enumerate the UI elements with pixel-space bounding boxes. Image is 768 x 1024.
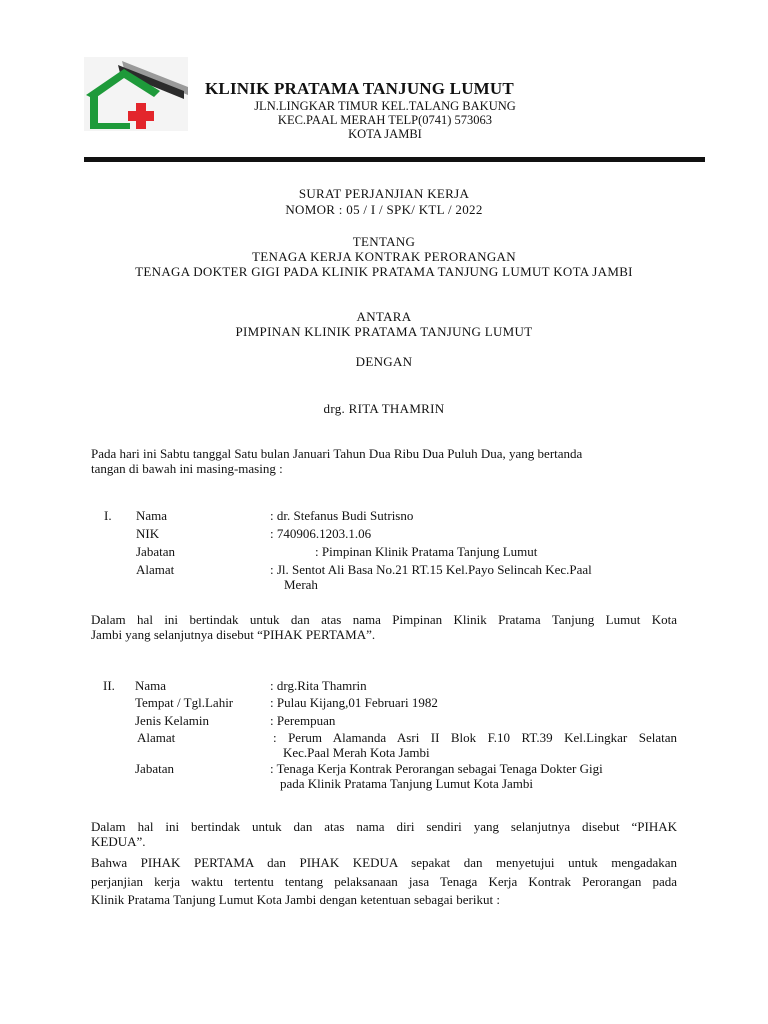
antara-heading: ANTARA xyxy=(356,309,412,324)
party-two-value-jabatan-cont: pada Klinik Pratama Tanjung Lumut Kota Jambi xyxy=(280,776,534,791)
address-line-2: KEC.PAAL MERAH TELP(0741) 573063 xyxy=(277,113,493,127)
agreement-line-3: Klinik Pratama Tanjung Lumut Kota Jambi dengan ketentuan sebagai berikut : xyxy=(91,892,500,907)
intro-line-2: tangan di bawah ini masing-masing : xyxy=(91,461,283,476)
clinic-logo-icon xyxy=(84,57,188,131)
party-one-value-nik: : 740906.1203.1.06 xyxy=(270,526,372,541)
party-two-statement-line-2: KEDUA”. xyxy=(91,834,146,849)
party-two-number: II. xyxy=(103,678,115,693)
tentang-heading: TENTANG xyxy=(352,234,416,249)
party-two-statement xyxy=(91,819,677,849)
party-two-value-ttl: : Pulau Kijang,01 Februari 1982 xyxy=(270,695,438,710)
party-one-statement-line-1: Dalam hal ini bertindak untuk dan atas nama Pimpinan Klinik Pratama Tanjung Lumut Kota xyxy=(91,612,677,627)
document-number: NOMOR : 05 / I / SPK/ KTL / 2022 xyxy=(285,202,483,217)
first-party-heading: PIMPINAN KLINIK PRATAMA TANJUNG LUMUT xyxy=(235,324,533,339)
party-one-number: I. xyxy=(104,508,112,523)
party-one-statement-line-2: Jambi yang selanjutnya disebut “PIHAK PERTAMA”. xyxy=(91,627,376,642)
intro-line-1: Pada hari ini Sabtu tanggal Satu bulan Januari Tahun Dua Ribu Dua Puluh Dua, yang bertanda xyxy=(91,446,583,461)
address-line-1: JLN.LINGKAR TIMUR KEL.TALANG BAKUNG xyxy=(254,99,516,113)
intro-paragraph xyxy=(91,446,677,476)
party-one-label-nama: Nama xyxy=(136,508,168,523)
address-line-3: KOTA JAMBI xyxy=(348,127,422,141)
party-one-statement xyxy=(91,612,677,642)
party-two-label-gender: Jenis Kelamin xyxy=(135,713,210,728)
party-two-value-alamat-cont: Kec.Paal Merah Kota Jambi xyxy=(283,745,430,760)
party-two-label-alamat: Alamat xyxy=(137,730,176,745)
party-two-label-jabatan: Jabatan xyxy=(135,761,174,776)
party-two-statement-line-1: Dalam hal ini bertindak untuk dan atas nama diri sendiri yang selanjutnya disebut “PIHAK xyxy=(91,819,677,834)
agreement-line-1: Bahwa PIHAK PERTAMA dan PIHAK KEDUA sepakat dan menyetujui untuk mengadakan xyxy=(91,855,677,870)
party-two-label-nama: Nama xyxy=(135,678,167,693)
subject-line-1: TENAGA KERJA KONTRAK PERORANGAN xyxy=(252,249,516,264)
party-two-label-ttl: Tempat / Tgl.Lahir xyxy=(135,695,234,710)
subject-line-2: TENAGA DOKTER GIGI PADA KLINIK PRATAMA TANJUNG LUMUT KOTA JAMBI xyxy=(135,264,633,279)
agreement-paragraph xyxy=(91,854,677,910)
party-one-label-nik: NIK xyxy=(136,526,160,541)
document-title: SURAT PERJANJIAN KERJA xyxy=(298,186,470,201)
party-one-label-alamat: Alamat xyxy=(136,562,175,577)
party-two-value-gender: : Perempuan xyxy=(270,713,336,728)
header-divider xyxy=(84,157,705,162)
party-two-value-alamat: : Perum Alamanda Asri II Blok F.10 RT.39 Kel.Lingkar Selatan xyxy=(273,730,677,745)
party-one-label-jabatan: Jabatan xyxy=(136,544,175,559)
party-one-value-jabatan: : Pimpinan Klinik Pratama Tanjung Lumut xyxy=(315,544,538,559)
dengan-heading: DENGAN xyxy=(355,354,413,369)
party-one-value-alamat-cont: Merah xyxy=(284,577,318,592)
clinic-name: KLINIK PRATAMA TANJUNG LUMUT xyxy=(205,79,514,98)
second-party-heading: drg. RITA THAMRIN xyxy=(323,401,445,416)
party-two-value-nama: : drg.Rita Thamrin xyxy=(270,678,367,693)
party-one-value-alamat: : Jl. Sentot Ali Basa No.21 RT.15 Kel.Payo Selincah Kec.Paal xyxy=(270,562,592,577)
party-one-value-nama: : dr. Stefanus Budi Sutrisno xyxy=(270,508,414,523)
agreement-line-2: perjanjian kerja waktu tertentu tentang pelaksanaan jasa Tenaga Kerja Kontrak Perorangan pada xyxy=(91,873,677,889)
party-two-value-jabatan: : Tenaga Kerja Kontrak Perorangan sebagai Tenaga Dokter Gigi xyxy=(270,761,603,776)
